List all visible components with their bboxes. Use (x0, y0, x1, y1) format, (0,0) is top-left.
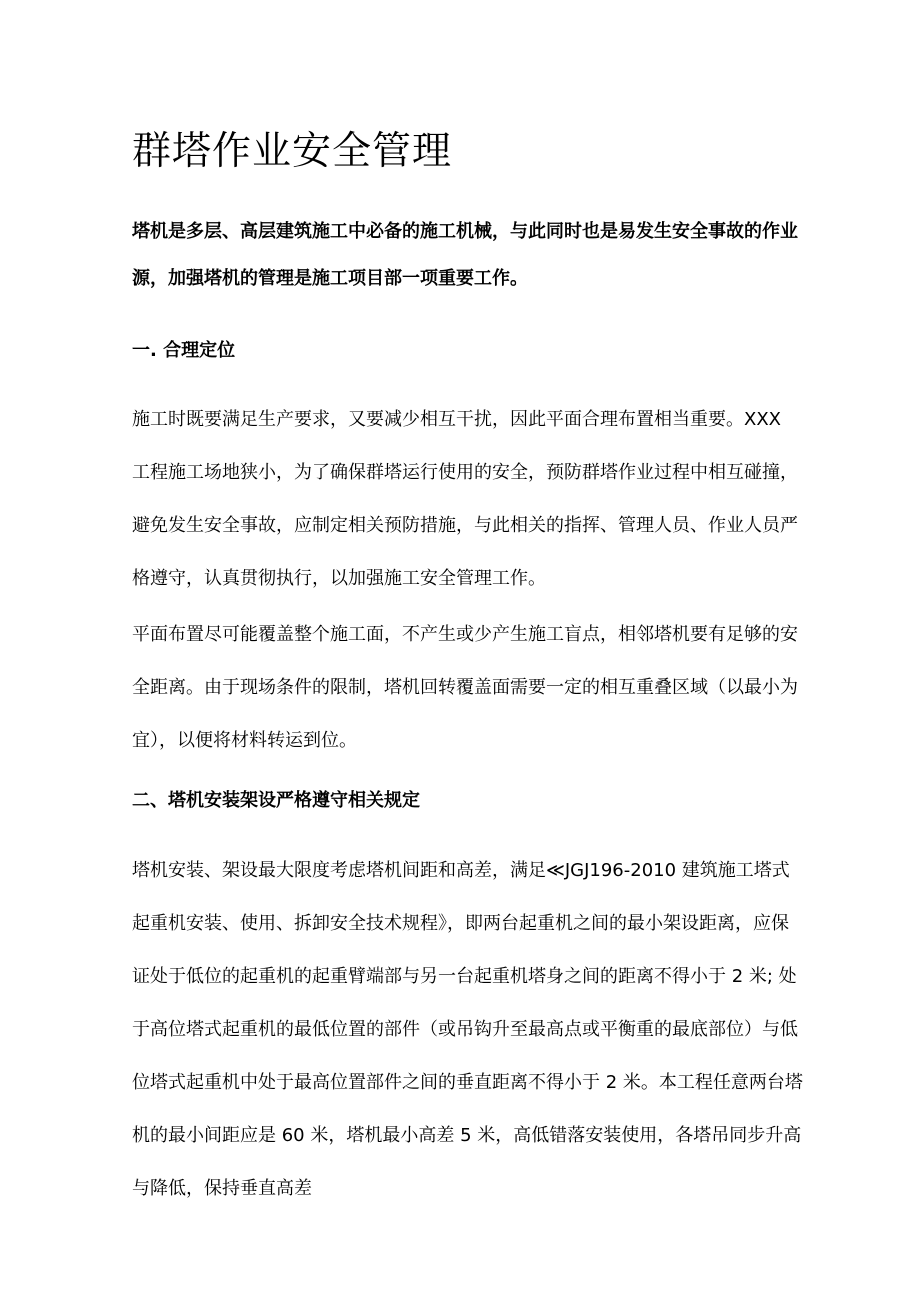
lead-paragraph: 塔机是多层、高层建筑施工中必备的施工机械，与此同时也是易发生安全事故的作业源，加强塔机的管理是施工项目部一项重要工作。 (132, 221, 798, 289)
document-title: 群塔作业安全管理 (132, 129, 453, 174)
section-heading-installation: 二、塔机安装架设严格遵守相关规定 (132, 790, 420, 811)
section-1-paragraph-1: 施工时既要满足生产要求，又要减少相互干扰，因此平面合理布置相当重要。XXX 工程施工场地狭小，为了确保群塔运行使用的安全，预防群塔作业过程中相互碰撞，避免发生安全事故，应制定相关预防措施，与此相关的指挥、管理人员、作业人员严格遵守，认真贯彻执行，以加强施工安全管理工作。 (132, 409, 798, 589)
section-1-paragraph-2: 平面布置尽可能覆盖整个施工面，不产生或少产生施工盲点，相邻塔机要有足够的安全距离。由于现场条件的限制，塔机回转覆盖面需要一定的相互重叠区域（以最小为宜），以便将材料转运到位。 (132, 624, 798, 751)
section-heading-positioning: 一. 合理定位 (132, 340, 236, 361)
section-2-paragraph-1: 塔机安装、架设最大限度考虑塔机间距和高差，满足≪JGJ196-2010 建筑施工塔式起重机安装、使用、拆卸安全技术规程》，即两台起重机之间的最小架设距离，应保证处于低位的起重机的起重臂端部与另一台起重机塔身之间的距离不得小于 2 米; 处于高位塔式起重机的最低位置的部件（或吊钩升至最高点或平衡重的最底部位）与低位塔式起重机中处于最高位置部件之间的垂直距离不得小于 2 米。本工程任意两台塔机的最小间距应是 60 米，塔机最小高差 5 米，高低错落安装使用，各塔吊同步升高与降低，保持垂直高差 (132, 860, 803, 1199)
